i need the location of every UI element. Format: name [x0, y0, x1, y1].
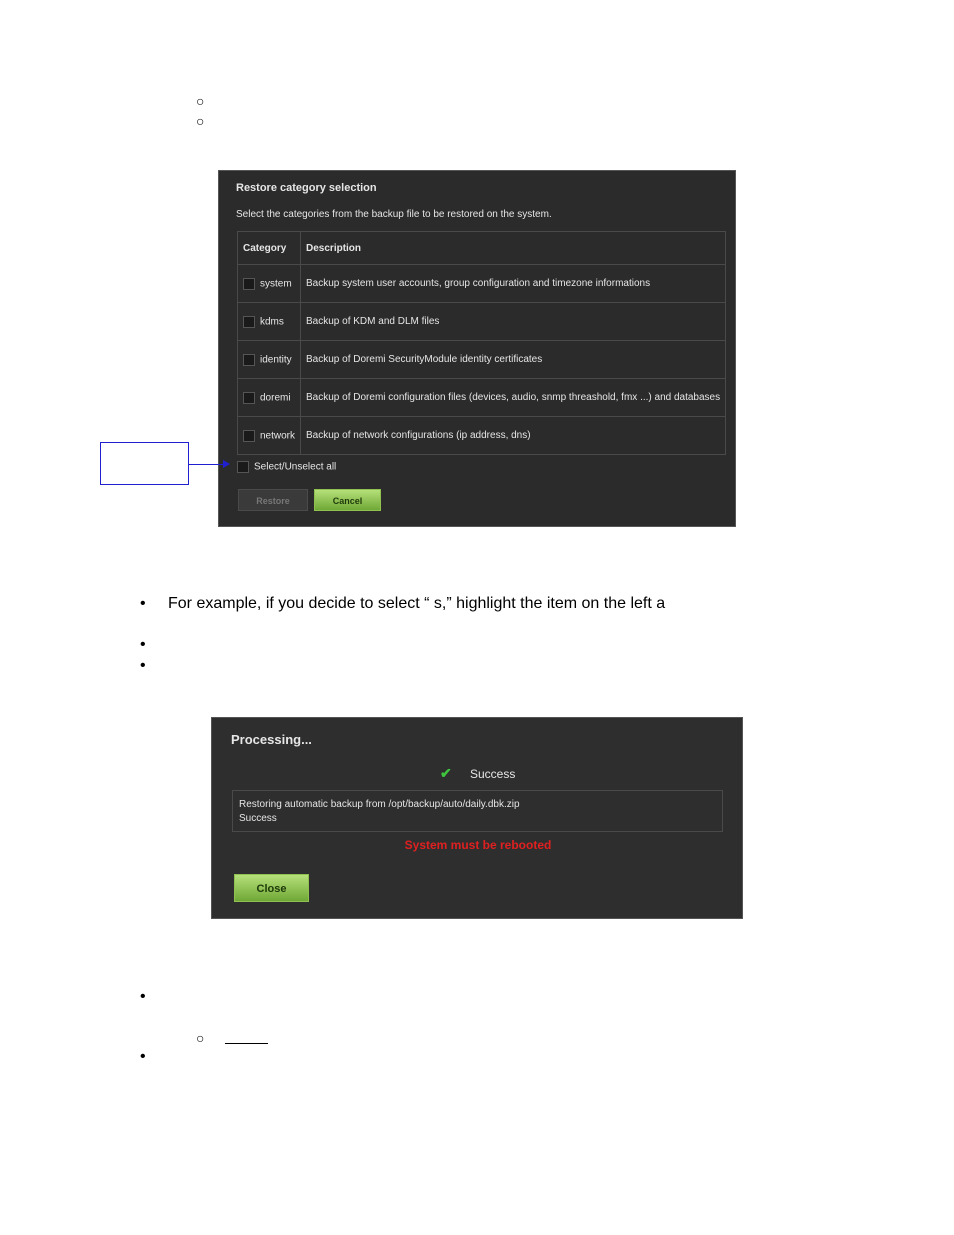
table-row: [238, 265, 726, 303]
category-label: doremi: [260, 392, 291, 404]
table-row: [238, 341, 726, 379]
processing-dialog: [211, 717, 743, 919]
callout-box: [100, 442, 189, 485]
category-checkbox[interactable]: [243, 430, 255, 442]
disc-bullet: •: [140, 636, 146, 653]
table-row: [238, 303, 726, 341]
category-cell: [238, 341, 301, 379]
description-cell: Backup of network configurations (ip address, dns): [301, 417, 726, 455]
category-label: kdms: [260, 316, 284, 328]
restore-button[interactable]: Restore: [238, 489, 308, 511]
callout-line: [189, 464, 225, 465]
select-all-row[interactable]: [237, 461, 336, 473]
circle-bullet: ○: [196, 93, 205, 109]
table-header-row: [238, 232, 726, 265]
dialog-title: Restore category selection: [236, 182, 377, 194]
circle-bullet: ○: [196, 1030, 205, 1046]
dialog-title: Processing...: [231, 732, 312, 747]
category-checkbox[interactable]: [243, 278, 255, 290]
circle-bullet: ○: [196, 113, 205, 129]
category-label: system: [260, 278, 292, 290]
description-cell: Backup of Doremi configuration files (devices, audio, snmp threashold, fmx ...) and databases: [301, 379, 726, 417]
underline-blank: [225, 1043, 268, 1044]
disc-bullet: •: [140, 595, 146, 612]
log-box: [232, 790, 723, 832]
category-checkbox[interactable]: [243, 316, 255, 328]
log-line: Restoring automatic backup from /opt/backup/auto/daily.dbk.zip: [239, 799, 520, 810]
table-row: [238, 379, 726, 417]
table-row: [238, 417, 726, 455]
category-cell: [238, 417, 301, 455]
category-checkbox[interactable]: [243, 354, 255, 366]
disc-bullet: •: [140, 1048, 146, 1065]
cancel-button[interactable]: Cancel: [314, 489, 381, 511]
restore-category-dialog: [218, 170, 736, 527]
log-line: Success: [239, 813, 277, 824]
category-cell: [238, 379, 301, 417]
reboot-warning: System must be rebooted: [404, 838, 552, 852]
description-cell: Backup of Doremi SecurityModule identity certificates: [301, 341, 726, 379]
category-cell: [238, 265, 301, 303]
category-checkbox[interactable]: [243, 392, 255, 404]
status-text: Success: [470, 767, 516, 781]
close-button[interactable]: Close: [234, 874, 309, 902]
dialog-subtitle: Select the categories from the backup file to be restored on the system.: [236, 209, 552, 220]
description-cell: Backup system user accounts, group configuration and timezone informations: [301, 265, 726, 303]
category-cell: [238, 303, 301, 341]
category-label: network: [260, 430, 296, 442]
description-cell: Backup of KDM and DLM files: [301, 303, 726, 341]
column-header-description: Description: [301, 232, 726, 265]
example-paragraph: For example, if you decide to select “ s,” highlight the item on the left a: [168, 595, 666, 612]
column-header-category: Category: [238, 232, 301, 265]
category-label: identity: [260, 354, 292, 366]
select-all-label: Select/Unselect all: [254, 461, 337, 473]
check-icon: ✔: [440, 765, 452, 781]
arrow-right-icon: [223, 460, 230, 468]
disc-bullet: •: [140, 657, 146, 674]
disc-bullet: •: [140, 988, 146, 1005]
category-table: [237, 231, 726, 455]
select-all-checkbox[interactable]: [237, 461, 249, 473]
